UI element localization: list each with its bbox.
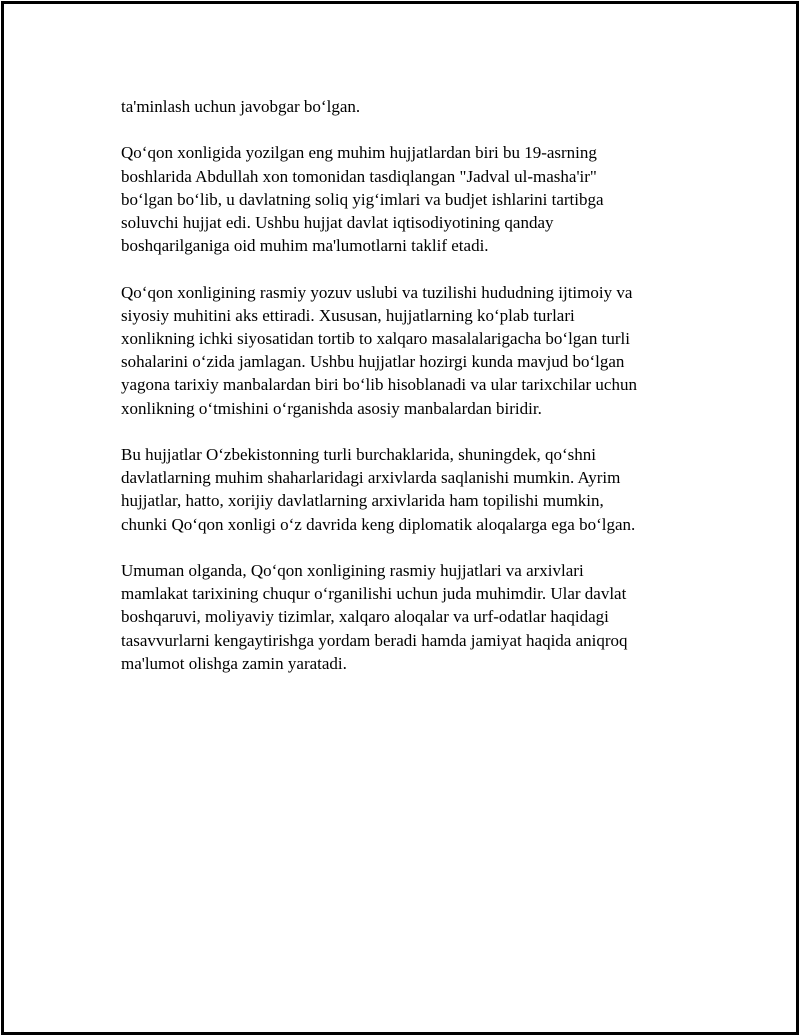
text-line: bo‘lgan bo‘lib, u davlatning soliq yig‘imlari va budjet ishlarini tartibga — [121, 189, 604, 209]
text-line: xonlikning ichki siyosatidan tortib to xalqaro masalalarigacha bo‘lgan turli — [121, 329, 630, 348]
text-line: sohalarini o‘zida jamlagan. Ushbu hujjatlar hozirgi kunda mavjud bo‘lgan — [121, 352, 625, 372]
text-line: ma'lumot olishga zamin yaratadi. — [121, 653, 347, 673]
text-line: soluvchi hujjat edi. Ushbu hujjat davlat iqtisodiyotining qanday — [121, 213, 554, 232]
text-line: Qo‘qon xonligida yozilgan eng muhim hujjatlardan biri bu 19-asrning — [121, 143, 597, 163]
text-line: xonlikning o‘tmishini o‘rganishda asosiy manbalardan biridir. — [121, 398, 542, 418]
text-line: ta'minlash uchun javobgar bo‘lgan. — [121, 97, 361, 116]
text-line: mamlakat tarixining chuqur o‘rganilishi uchun juda muhimdir. Ular davlat — [121, 584, 627, 604]
paragraph-2 — [121, 141, 687, 257]
text-line: Umuman olganda, Qo‘qon xonligining rasmiy hujjatlari va arxivlari — [121, 561, 584, 580]
text-line: boshqarilganiga oid muhim ma'lumotlarni taklif etadi. — [121, 236, 489, 256]
text-line: siyosiy muhitini aks ettiradi. Xususan, hujjatlarning ko‘plab turlari — [121, 305, 575, 325]
text-line: yagona tarixiy manbalardan biri bo‘lib hisoblanadi va ular tarixchilar uchun — [121, 375, 637, 395]
text-line: boshqaruvi, moliyaviy tizimlar, xalqaro aloqalar va urf-odatlar haqidagi — [121, 607, 609, 627]
text-line: hujjatlar, hatto, xorijiy davlatlarning arxivlarida ham topilishi mumkin, — [121, 491, 604, 511]
page-body — [121, 95, 687, 698]
page-frame — [1, 1, 799, 1035]
text-line: Bu hujjatlar O‘zbekistonning turli burchaklarida, shuningdek, qo‘shni — [121, 445, 596, 464]
text-line: chunki Qo‘qon xonligi o‘z davrida keng diplomatik aloqalarga ega bo‘lgan. — [121, 514, 636, 534]
paragraph-4 — [121, 443, 687, 536]
text-line: davlatlarning muhim shaharlaridagi arxivlarda saqlanishi mumkin. Ayrim — [121, 468, 621, 488]
text-line: boshlarida Abdullah xon tomonidan tasdiqlangan "Jadval ul-masha'ir" — [121, 166, 597, 186]
text-line: tasavvurlarni kengaytirishga yordam beradi hamda jamiyat haqida aniqroq — [121, 630, 628, 650]
text-line: Qo‘qon xonligining rasmiy yozuv uslubi va tuzilishi hududning ijtimoiy va — [121, 282, 633, 302]
paragraph-1 — [121, 95, 687, 118]
paragraph-5 — [121, 559, 687, 675]
paragraph-3 — [121, 281, 687, 420]
